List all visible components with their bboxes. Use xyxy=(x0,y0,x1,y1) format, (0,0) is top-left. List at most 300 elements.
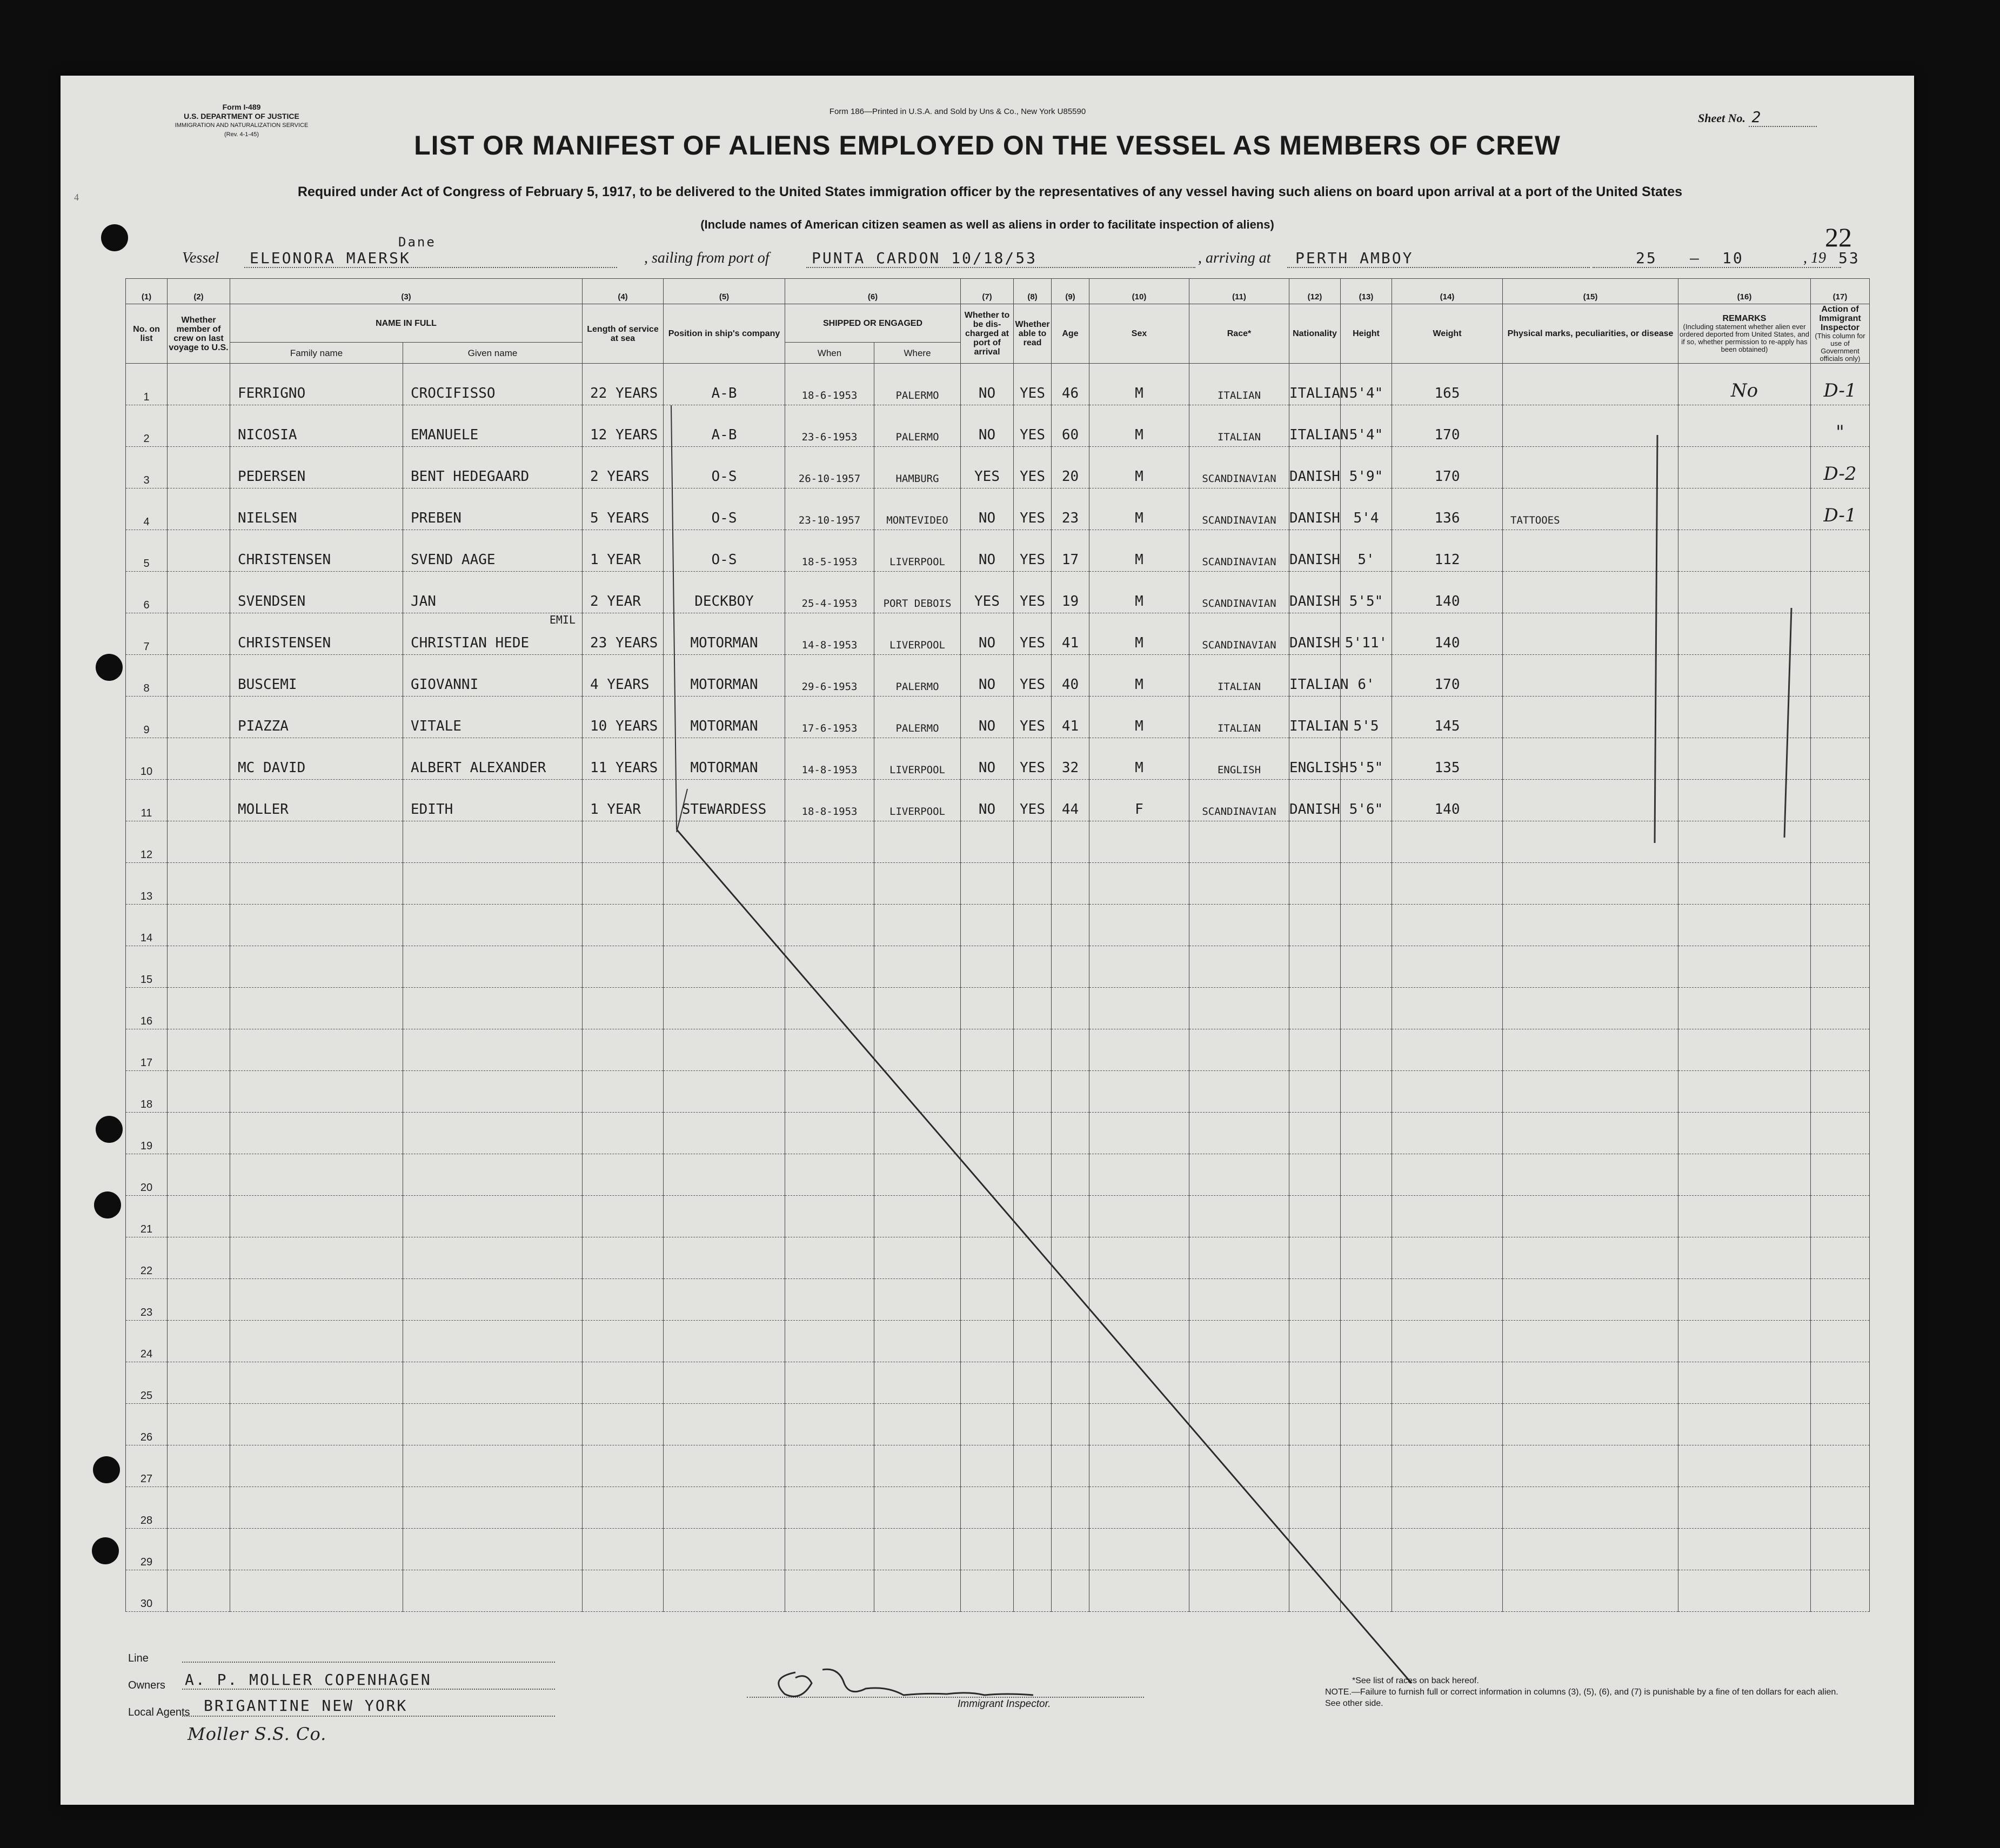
empty-cell xyxy=(1341,1487,1392,1529)
family-name-cell xyxy=(230,405,403,447)
table-row xyxy=(126,1321,1870,1362)
col-num: (7) xyxy=(961,279,1014,304)
empty-cell xyxy=(168,1362,230,1404)
empty-cell xyxy=(403,1279,583,1321)
col-num: (1) xyxy=(126,279,168,304)
empty-cell xyxy=(1289,1071,1341,1113)
empty-cell xyxy=(1014,1570,1052,1612)
sex-cell xyxy=(1089,530,1189,572)
weight-cell xyxy=(1392,780,1503,821)
position-cell-text: O-S xyxy=(711,468,737,485)
nationality-cell-text: ITALIAN xyxy=(1289,427,1349,443)
race-cell xyxy=(1189,655,1289,697)
row-number-text: 24 xyxy=(140,1348,153,1360)
discharged-cell xyxy=(961,405,1014,447)
empty-cell xyxy=(1678,1196,1811,1237)
height-cell xyxy=(1341,613,1392,655)
empty-cell xyxy=(1289,1113,1341,1154)
when-cell-text: 18-6-1953 xyxy=(801,390,858,401)
empty-cell xyxy=(961,1445,1014,1487)
empty-cell xyxy=(583,1237,664,1279)
empty-cell xyxy=(1189,1445,1289,1487)
sex-cell xyxy=(1089,697,1189,738)
action-cell xyxy=(1811,364,1870,405)
table-row xyxy=(126,821,1870,863)
empty-cell xyxy=(168,1279,230,1321)
sex-cell xyxy=(1089,488,1189,530)
row-number-text: 2 xyxy=(143,433,150,445)
empty-cell xyxy=(168,821,230,863)
empty-cell xyxy=(1392,1404,1503,1445)
empty-cell xyxy=(874,1487,961,1529)
empty-cell xyxy=(785,946,874,988)
height-cell-text: 5'4 xyxy=(1353,510,1379,526)
punch-hole xyxy=(94,1191,121,1218)
nationality-cell-text: ENGLISH xyxy=(1289,760,1349,776)
family-name-cell-text: CHRISTENSEN xyxy=(238,552,331,568)
height-cell xyxy=(1341,447,1392,488)
given-name-cell-text: GIOVANNI xyxy=(411,677,479,693)
row-number xyxy=(126,946,168,988)
row-number-text: 9 xyxy=(143,724,150,736)
discharged-cell-text: NO xyxy=(978,385,996,401)
row-number-text: 25 xyxy=(140,1390,153,1402)
row-number xyxy=(126,780,168,821)
discharged-cell-text: NO xyxy=(978,635,996,651)
empty-cell xyxy=(1052,988,1089,1029)
race-cell xyxy=(1189,697,1289,738)
punch-hole xyxy=(92,1537,119,1564)
age-cell-text: 46 xyxy=(1061,385,1079,401)
table-row xyxy=(126,1154,1870,1196)
sex-cell xyxy=(1089,738,1189,780)
length-service-cell-text: 1 YEAR xyxy=(590,552,641,568)
nationality-cell-text: DANISH xyxy=(1289,801,1340,818)
empty-cell xyxy=(1811,1279,1870,1321)
table-row xyxy=(126,572,1870,613)
arrival-month: 10 xyxy=(1722,249,1744,267)
table-row xyxy=(126,905,1870,946)
empty-cell xyxy=(1503,905,1678,946)
empty-cell xyxy=(168,863,230,905)
discharged-cell-text: NO xyxy=(978,552,996,568)
empty-cell xyxy=(168,1029,230,1071)
able-read-cell-text: YES xyxy=(1020,510,1045,526)
empty-cell xyxy=(1811,946,1870,988)
sex-cell xyxy=(1089,655,1189,697)
able-read-cell-text: YES xyxy=(1020,552,1045,568)
empty-cell xyxy=(785,1237,874,1279)
empty-cell xyxy=(230,1445,403,1487)
family-name-cell xyxy=(230,447,403,488)
empty-cell xyxy=(583,1445,664,1487)
nationality-cell-text: DANISH xyxy=(1289,635,1340,651)
age-cell xyxy=(1052,530,1089,572)
age-cell xyxy=(1052,613,1089,655)
when-cell-text: 14-8-1953 xyxy=(801,639,858,651)
when-cell xyxy=(785,613,874,655)
family-name-cell xyxy=(230,530,403,572)
where-cell xyxy=(874,364,961,405)
sheet-number-label: Sheet No. xyxy=(1698,111,1745,125)
vessel-label: Vessel xyxy=(182,250,219,266)
weight-cell-text: 170 xyxy=(1434,427,1460,443)
able-read-cell-text: YES xyxy=(1020,427,1045,443)
empty-cell xyxy=(403,905,583,946)
weight-cell xyxy=(1392,488,1503,530)
sex-cell-text: M xyxy=(1135,677,1143,693)
sheet-number xyxy=(1698,108,1817,127)
empty-cell xyxy=(664,1071,785,1113)
when-cell-text: 29-6-1953 xyxy=(801,681,858,693)
weight-cell-text: 170 xyxy=(1434,677,1460,693)
given-name-cell-text: SVEND AAGE xyxy=(411,552,496,568)
column-header-row xyxy=(126,304,1870,343)
sex-cell-text: M xyxy=(1135,635,1143,651)
empty-cell xyxy=(1811,1154,1870,1196)
empty-cell xyxy=(1678,1154,1811,1196)
empty-cell xyxy=(874,1529,961,1570)
row-number xyxy=(126,488,168,530)
empty-cell xyxy=(1189,863,1289,905)
empty-cell xyxy=(1503,1570,1678,1612)
age-cell xyxy=(1052,655,1089,697)
physical-marks-cell xyxy=(1503,405,1678,447)
empty-cell xyxy=(961,1529,1014,1570)
row-number xyxy=(126,1029,168,1071)
age-cell xyxy=(1052,572,1089,613)
empty-cell xyxy=(403,1529,583,1570)
length-service-cell xyxy=(583,572,664,613)
able-read-cell-text: YES xyxy=(1020,385,1045,401)
position-cell xyxy=(664,447,785,488)
weight-cell-text: 145 xyxy=(1434,718,1460,734)
empty-cell xyxy=(403,1237,583,1279)
empty-cell xyxy=(664,1113,785,1154)
empty-cell xyxy=(1089,863,1189,905)
row-number-text: 13 xyxy=(140,890,153,902)
header-name-in-full: NAME IN FULL xyxy=(230,304,583,343)
empty-cell xyxy=(664,1029,785,1071)
empty-cell xyxy=(664,863,785,905)
given-name-cell xyxy=(403,780,583,821)
action-cell xyxy=(1811,655,1870,697)
header-prior-voyage: Whether member of crew on last voyage to U.S. xyxy=(168,304,230,364)
empty-cell xyxy=(961,1237,1014,1279)
table-row xyxy=(126,1029,1870,1071)
empty-cell xyxy=(874,1071,961,1113)
height-cell-text: 5'4" xyxy=(1349,427,1383,443)
footer-note xyxy=(1325,1675,1855,1709)
row-number-text: 8 xyxy=(143,682,150,694)
prior-voyage-cell xyxy=(168,488,230,530)
race-cell-text: ITALIAN xyxy=(1217,431,1261,443)
header-height: Height xyxy=(1341,304,1392,364)
empty-cell xyxy=(961,946,1014,988)
height-cell-text: 6' xyxy=(1357,677,1375,693)
weight-cell-text: 140 xyxy=(1434,593,1460,610)
header-weight: Weight xyxy=(1392,304,1503,364)
empty-cell xyxy=(1811,1404,1870,1445)
port-from: PUNTA CARDON 10/18/53 xyxy=(812,249,1038,267)
prior-voyage-cell xyxy=(168,405,230,447)
where-cell-text: LIVERPOOL xyxy=(889,556,945,568)
position-cell-text: MOTORMAN xyxy=(690,718,758,734)
table-row xyxy=(126,946,1870,988)
row-number xyxy=(126,1487,168,1529)
header-nationality: Nationality xyxy=(1289,304,1341,364)
length-service-cell-text: 10 YEARS xyxy=(590,718,658,734)
weight-cell-text: 165 xyxy=(1434,385,1460,401)
empty-cell xyxy=(874,1113,961,1154)
empty-cell xyxy=(1341,863,1392,905)
empty-cell xyxy=(785,1321,874,1362)
empty-cell xyxy=(1089,988,1189,1029)
length-service-cell-text: 1 YEAR xyxy=(590,801,641,818)
given-name-cell xyxy=(403,488,583,530)
length-service-cell-text: 11 YEARS xyxy=(590,760,658,776)
race-cell xyxy=(1189,488,1289,530)
where-cell-text: LIVERPOOL xyxy=(889,806,945,818)
empty-cell xyxy=(1014,1237,1052,1279)
physical-marks-cell xyxy=(1503,613,1678,655)
empty-cell xyxy=(1503,1196,1678,1237)
empty-cell xyxy=(874,1279,961,1321)
empty-cell xyxy=(403,1445,583,1487)
given-name-cell xyxy=(403,655,583,697)
position-cell xyxy=(664,655,785,697)
empty-cell xyxy=(1189,1279,1289,1321)
arriving-label: , arriving at xyxy=(1198,250,1271,266)
empty-cell xyxy=(1341,1321,1392,1362)
discharged-cell xyxy=(961,364,1014,405)
empty-cell xyxy=(1678,905,1811,946)
family-name-cell-text: FERRIGNO xyxy=(238,385,306,401)
table-row xyxy=(126,1404,1870,1445)
when-cell xyxy=(785,780,874,821)
row-number xyxy=(126,821,168,863)
row-number-text: 21 xyxy=(140,1223,153,1235)
empty-cell xyxy=(1392,821,1503,863)
empty-cell xyxy=(168,1570,230,1612)
empty-cell xyxy=(1014,988,1052,1029)
col-num: (17) xyxy=(1811,279,1870,304)
empty-cell xyxy=(785,1113,874,1154)
where-cell xyxy=(874,697,961,738)
empty-cell xyxy=(1089,1279,1189,1321)
empty-cell xyxy=(1678,1529,1811,1570)
race-cell xyxy=(1189,447,1289,488)
discharged-cell-text: NO xyxy=(978,801,996,818)
col-num: (4) xyxy=(583,279,664,304)
action-cell xyxy=(1811,738,1870,780)
family-name-cell xyxy=(230,613,403,655)
prior-voyage-cell xyxy=(168,780,230,821)
position-cell-text: STEWARDESS xyxy=(681,801,767,818)
discharged-cell xyxy=(961,697,1014,738)
table-row xyxy=(126,613,1870,655)
nationality-cell-text: ITALIAN xyxy=(1289,677,1349,693)
family-name-cell-text: BUSCEMI xyxy=(238,677,297,693)
empty-cell xyxy=(1811,863,1870,905)
discharged-cell xyxy=(961,655,1014,697)
crew-table-body xyxy=(126,364,1870,1612)
empty-cell xyxy=(1503,1362,1678,1404)
family-name-cell-text: PIAZZA xyxy=(238,718,289,734)
remarks-cell xyxy=(1678,447,1811,488)
sex-cell-text: F xyxy=(1135,801,1143,818)
position-cell-text: O-S xyxy=(711,552,737,568)
empty-cell xyxy=(1811,1570,1870,1612)
form-revision: (Rev. 4-1-45) xyxy=(224,131,259,138)
position-cell xyxy=(664,530,785,572)
empty-cell xyxy=(583,863,664,905)
sex-cell xyxy=(1089,780,1189,821)
empty-cell xyxy=(1052,821,1089,863)
table-row xyxy=(126,1445,1870,1487)
table-row xyxy=(126,1529,1870,1570)
empty-cell xyxy=(1503,1237,1678,1279)
header-able-read: Whether able to read xyxy=(1014,304,1052,364)
empty-cell xyxy=(1189,905,1289,946)
age-cell-text: 41 xyxy=(1061,635,1079,651)
row-number-text: 7 xyxy=(143,641,150,653)
weight-cell xyxy=(1392,405,1503,447)
empty-cell xyxy=(961,1487,1014,1529)
when-cell-text: 23-6-1953 xyxy=(801,431,858,443)
header-length-service: Length of service at sea xyxy=(583,304,664,364)
empty-cell xyxy=(785,821,874,863)
table-row xyxy=(126,780,1870,821)
action-cell xyxy=(1811,572,1870,613)
empty-cell xyxy=(1189,1529,1289,1570)
length-service-cell-text: 2 YEARS xyxy=(590,468,650,485)
nationality-cell xyxy=(1289,780,1341,821)
header-discharged: Whether to be dis-charged at port of arrival xyxy=(961,304,1014,364)
empty-cell xyxy=(1014,1279,1052,1321)
col-num: (14) xyxy=(1392,279,1503,304)
empty-cell xyxy=(583,1196,664,1237)
length-service-cell xyxy=(583,530,664,572)
remarks-cell xyxy=(1678,405,1811,447)
when-cell-text: 23-10-1957 xyxy=(798,514,861,526)
race-cell xyxy=(1189,405,1289,447)
race-cell-text: SCANDINAVIAN xyxy=(1202,806,1276,818)
nationality-cell-text: DANISH xyxy=(1289,552,1340,568)
empty-cell xyxy=(1052,1113,1089,1154)
where-cell xyxy=(874,655,961,697)
family-name-cell-text: MC DAVID xyxy=(238,760,306,776)
height-cell xyxy=(1341,488,1392,530)
empty-cell xyxy=(1289,1279,1341,1321)
empty-cell xyxy=(1392,905,1503,946)
action-cell-text: D-2 xyxy=(1823,463,1857,485)
action-cell xyxy=(1811,613,1870,655)
able-read-cell xyxy=(1014,488,1052,530)
empty-cell xyxy=(1678,863,1811,905)
race-cell xyxy=(1189,572,1289,613)
punch-hole xyxy=(93,1456,120,1483)
empty-cell xyxy=(1503,946,1678,988)
row-number xyxy=(126,405,168,447)
flag-note: Dane xyxy=(398,235,436,250)
empty-cell xyxy=(961,821,1014,863)
empty-cell xyxy=(168,1237,230,1279)
table-row xyxy=(126,1196,1870,1237)
empty-cell xyxy=(874,1237,961,1279)
able-read-cell xyxy=(1014,655,1052,697)
where-cell-text: LIVERPOOL xyxy=(889,764,945,776)
weight-cell-text: 140 xyxy=(1434,635,1460,651)
empty-cell xyxy=(874,1196,961,1237)
empty-cell xyxy=(785,1154,874,1196)
empty-cell xyxy=(961,863,1014,905)
when-cell-text: 17-6-1953 xyxy=(801,722,858,734)
col-num: (13) xyxy=(1341,279,1392,304)
empty-cell xyxy=(1052,1071,1089,1113)
empty-cell xyxy=(1089,1154,1189,1196)
empty-cell xyxy=(874,863,961,905)
empty-cell xyxy=(664,1321,785,1362)
empty-cell xyxy=(1289,1196,1341,1237)
row-number xyxy=(126,530,168,572)
empty-cell xyxy=(1811,905,1870,946)
given-name-cell xyxy=(403,613,583,655)
col-num: (2) xyxy=(168,279,230,304)
row-number-text: 19 xyxy=(140,1140,153,1152)
height-cell xyxy=(1341,572,1392,613)
length-service-cell-text: 23 YEARS xyxy=(590,635,658,651)
empty-cell xyxy=(664,1154,785,1196)
when-cell xyxy=(785,655,874,697)
family-name-cell-text: NIELSEN xyxy=(238,510,297,526)
empty-cell xyxy=(230,1362,403,1404)
page-title: LIST OR MANIFEST OF ALIENS EMPLOYED ON THE VESSEL AS MEMBERS OF CREW xyxy=(414,130,1561,160)
family-name-cell-text: NICOSIA xyxy=(238,427,297,443)
service-name: IMMIGRATION AND NATURALIZATION SERVICE xyxy=(175,122,309,129)
age-cell xyxy=(1052,447,1089,488)
empty-cell xyxy=(1503,1071,1678,1113)
able-read-cell xyxy=(1014,405,1052,447)
table-row xyxy=(126,364,1870,405)
empty-cell xyxy=(664,1279,785,1321)
discharged-cell xyxy=(961,572,1014,613)
discharged-cell-text: YES xyxy=(974,593,1000,610)
empty-cell xyxy=(1678,1570,1811,1612)
empty-cell xyxy=(1678,1113,1811,1154)
empty-cell xyxy=(1052,946,1089,988)
age-cell-text: 40 xyxy=(1061,677,1079,693)
empty-cell xyxy=(168,946,230,988)
when-cell-text: 25-4-1953 xyxy=(801,598,858,610)
col-num: (10) xyxy=(1089,279,1189,304)
remarks-cell xyxy=(1678,530,1811,572)
height-cell-text: 5'4" xyxy=(1349,385,1383,401)
empty-cell xyxy=(664,821,785,863)
height-cell xyxy=(1341,780,1392,821)
row-number xyxy=(126,988,168,1029)
row-number-text: 6 xyxy=(143,599,150,611)
empty-cell xyxy=(1392,1071,1503,1113)
empty-cell xyxy=(874,1404,961,1445)
empty-cell xyxy=(583,1404,664,1445)
empty-cell xyxy=(1392,1362,1503,1404)
discharged-cell xyxy=(961,780,1014,821)
position-cell-text: MOTORMAN xyxy=(690,635,758,651)
empty-cell xyxy=(1392,1279,1503,1321)
col-num: (5) xyxy=(664,279,785,304)
when-cell xyxy=(785,447,874,488)
